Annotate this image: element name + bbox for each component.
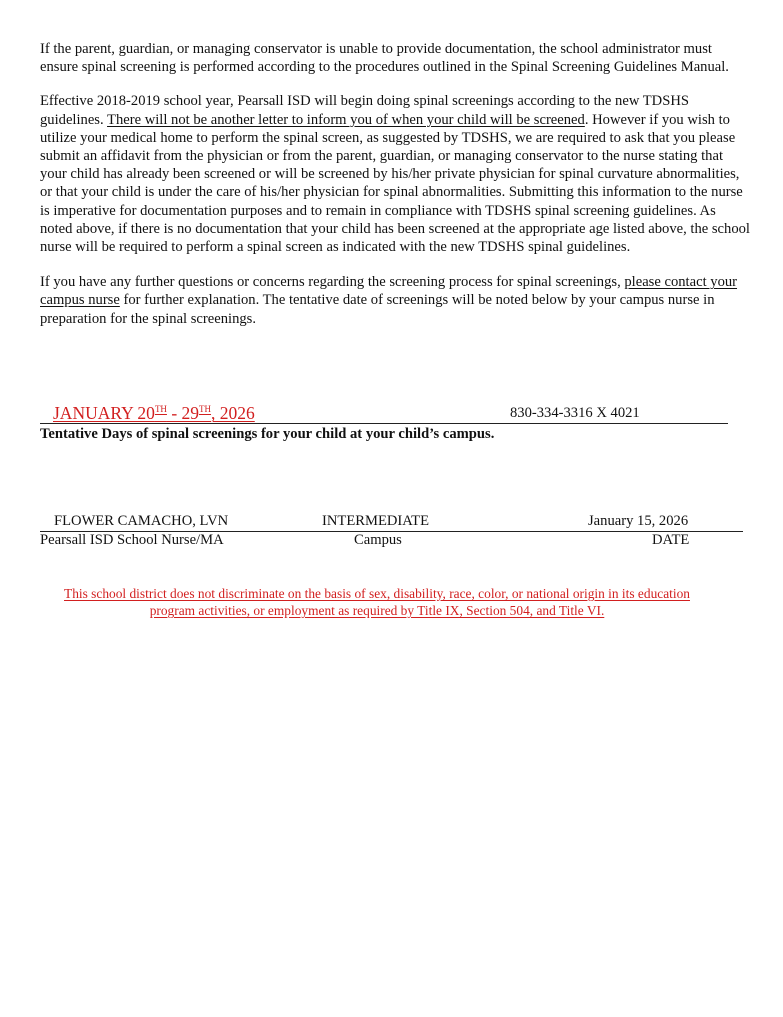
signature-labels	[40, 531, 743, 549]
paragraph3-text-end: for further explanation. The tentative date of screenings will be noted below by your campus nurse in preparation for the spinal screenings.	[40, 292, 715, 327]
letter-page	[40, 40, 750, 618]
signature-date: January 15, 2026	[588, 513, 689, 529]
signature-line	[40, 513, 743, 532]
paragraph3-text-start: If you have any further questions or concerns regarding the screening process for spinal screenings,	[40, 274, 625, 291]
screening-date-line	[40, 401, 728, 424]
paragraph3-underlined: please contact your campus nurse	[40, 274, 738, 309]
paragraph2-text-start: Effective 2018-2019 school year, Pearsall ISD will begin doing spinal screenings according to the new TDSHS guidelines.	[40, 93, 689, 128]
paragraph-documentation: If the parent, guardian, or managing conservator is unable to provide documentation, the school administrator must ensure spinal screening is performed according to the procedures outlined in the Spinal Screening Guidelines Manual.	[40, 41, 729, 76]
nurse-name: FLOWER CAMACHO, LVN	[54, 513, 229, 529]
screening-caption: Tentative Days of spinal screenings for your child at your child’s campus.	[40, 426, 495, 442]
screening-date: JANUARY 20TH - 29TH, 2026	[53, 403, 255, 423]
nurse-phone: 830-334-3316 X 4021	[510, 405, 640, 421]
campus-label: Campus	[354, 532, 402, 548]
role-label: Pearsall ISD School Nurse/MA	[40, 532, 224, 548]
paragraph2-underlined: There will not be another letter to inform you of when your child will be screened	[107, 111, 585, 128]
campus-name: INTERMEDIATE	[322, 513, 430, 529]
paragraph-questions	[40, 273, 750, 328]
paragraph2-text-end: . However if you wish to utilize your medical home to perform the spinal screen, as suggested by TDSHS, we are required to ask that you please submit an affidavit from the physician or from the parent, guardian, or managing conservator to the nurse stating that your child has already been screened or will be screened by his/her private physician for spinal curvature abnormalities, or that your child is under the care of his/her physician for spinal abnormalities. Submitting this information to the nurse is imperative for documentation purposes and to remain in compliance with TDSHS spinal screening guidelines. As noted above, if there is no documentation that your child has been screened at the appropriate age listed above, the school nurse will be required to perform a spinal screen as indicated with the new TDSHS spinal guidelines.	[40, 111, 750, 256]
date-label: DATE	[652, 532, 690, 548]
paragraph-screening-guidelines	[40, 92, 750, 256]
non-discrimination-notice: This school district does not discriminate on the basis of sex, disability, race, color, or national origin in its education program activities, or employment as required by Title IX, Section 504, and Title VI.	[64, 586, 690, 618]
